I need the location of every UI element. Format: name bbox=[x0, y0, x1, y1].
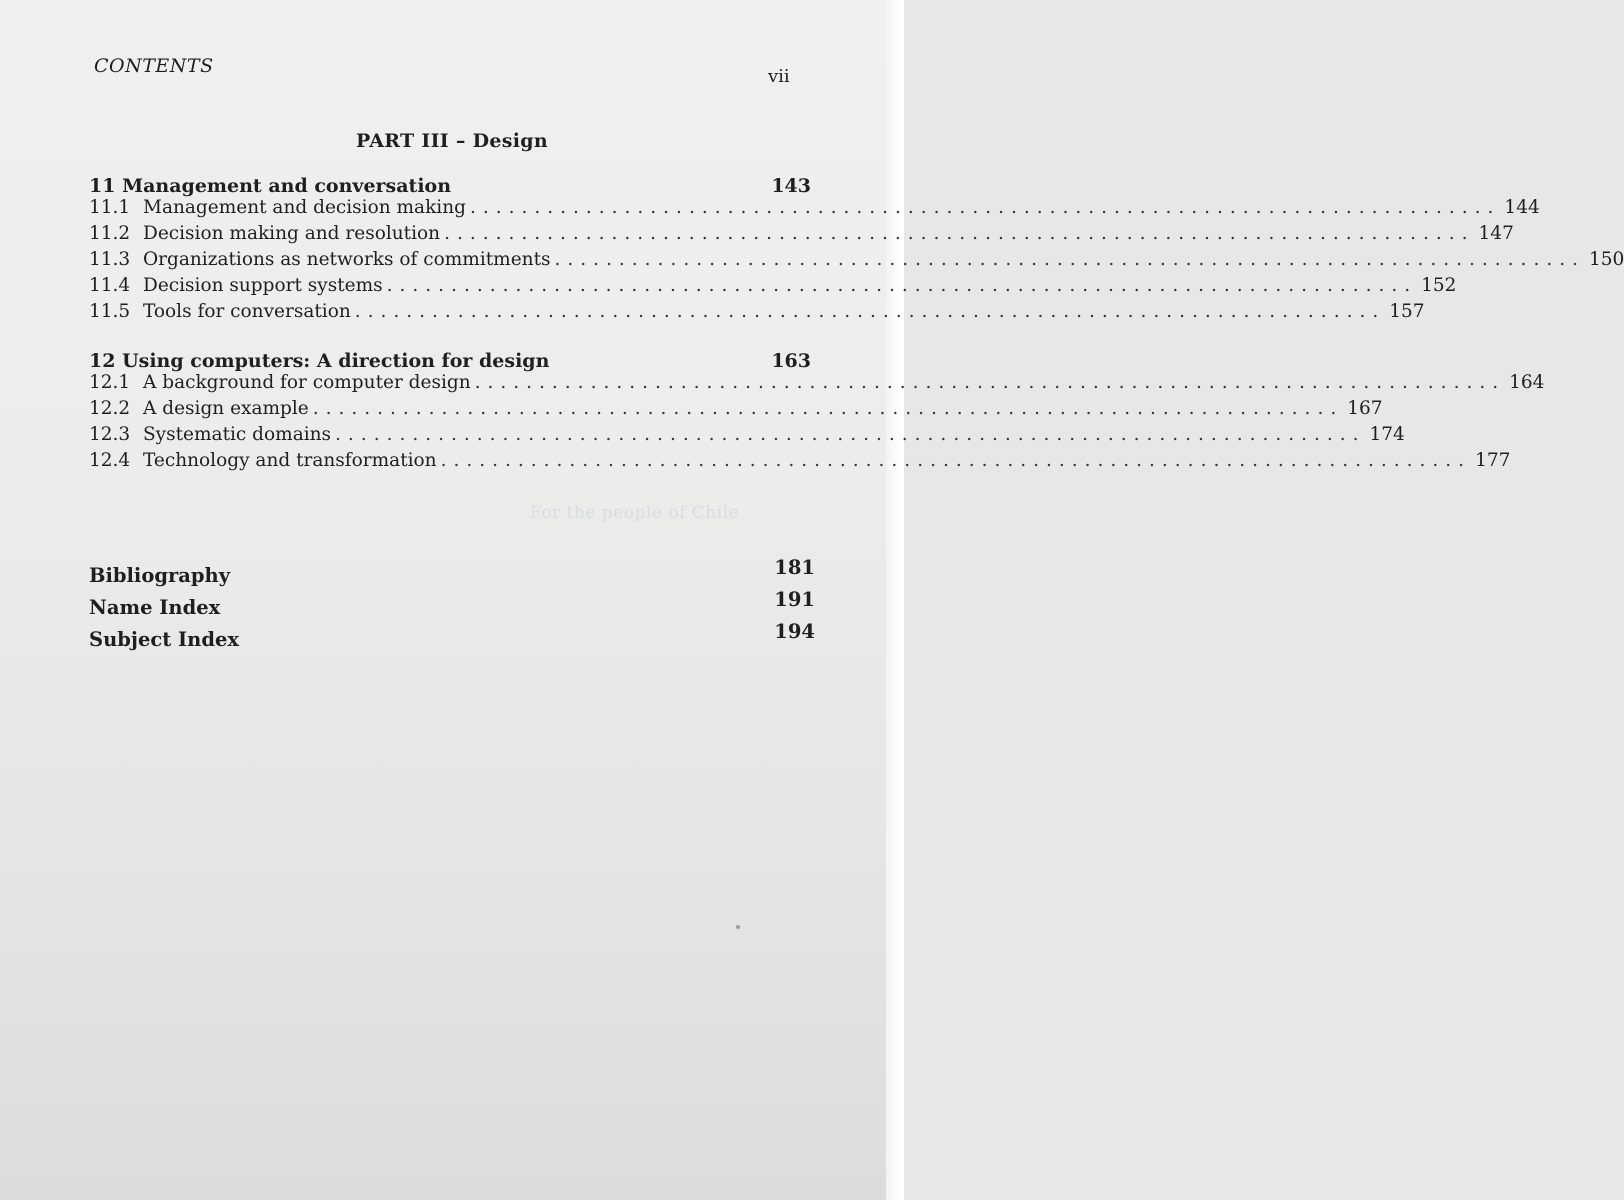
chapter-number: 12 bbox=[89, 350, 116, 372]
toc-entry bbox=[89, 301, 1425, 327]
section-number: 11.5 bbox=[89, 301, 131, 322]
chapter-heading bbox=[89, 170, 811, 197]
chapter-number: 11 bbox=[89, 175, 116, 197]
section-title: Technology and transformation bbox=[143, 450, 437, 471]
section-title: A design example bbox=[143, 398, 309, 419]
dot-leader: ................................................................................ bbox=[386, 275, 1418, 296]
dot-leader: ................................................................................ bbox=[335, 424, 1366, 445]
backmatter-page: 194 bbox=[774, 620, 815, 643]
section-page: 150 bbox=[1588, 249, 1624, 270]
chapter-title: Management and conversation bbox=[122, 175, 452, 197]
running-head: CONTENTS bbox=[94, 55, 214, 77]
chapter-page: 143 bbox=[771, 175, 811, 197]
toc-entry bbox=[89, 398, 1383, 424]
toc-entry bbox=[89, 372, 1545, 398]
section-title: Systematic domains bbox=[143, 424, 332, 445]
dot-leader: ................................................................................ bbox=[469, 197, 1501, 218]
part-title: PART III – Design bbox=[356, 130, 548, 152]
section-page: 164 bbox=[1509, 372, 1545, 393]
backmatter-list bbox=[89, 556, 815, 652]
dot-leader: ................................................................................ bbox=[474, 372, 1506, 393]
chapter-title: Using computers: A direction for design bbox=[122, 350, 550, 372]
section-number: 12.3 bbox=[89, 424, 131, 445]
chapter-page: 163 bbox=[771, 350, 811, 372]
section-page: 144 bbox=[1504, 197, 1540, 218]
section-number: 11.1 bbox=[89, 197, 131, 218]
toc-entry bbox=[89, 275, 1457, 301]
dot-leader: ................................................................................ bbox=[440, 450, 1472, 471]
section-page: 152 bbox=[1421, 275, 1457, 296]
dot-leader: ................................................................................ bbox=[554, 249, 1585, 270]
section-title: Decision making and resolution bbox=[143, 223, 441, 244]
section-number: 11.3 bbox=[89, 249, 131, 270]
page-number: vii bbox=[768, 66, 790, 87]
toc-entry bbox=[89, 223, 1514, 249]
toc-entry bbox=[89, 197, 1540, 223]
section-title: Decision support systems bbox=[143, 275, 383, 296]
backmatter-entry bbox=[89, 620, 815, 652]
section-page: 167 bbox=[1347, 398, 1383, 419]
backmatter-label: Bibliography bbox=[89, 564, 231, 587]
backmatter-label: Subject Index bbox=[89, 628, 239, 651]
backmatter-entry bbox=[89, 588, 815, 620]
section-title: Management and decision making bbox=[143, 197, 466, 218]
section-number: 11.4 bbox=[89, 275, 131, 296]
page-edge bbox=[886, 0, 904, 1200]
section-number: 12.1 bbox=[89, 372, 131, 393]
dot-leader: ................................................................................ bbox=[444, 223, 1475, 244]
section-page: 157 bbox=[1389, 301, 1425, 322]
section-page: 147 bbox=[1478, 223, 1514, 244]
backmatter-page: 191 bbox=[774, 588, 815, 611]
section-page: 174 bbox=[1369, 424, 1405, 445]
backmatter-entry bbox=[89, 556, 815, 588]
section-number: 12.2 bbox=[89, 398, 131, 419]
section-title: Tools for conversation bbox=[143, 301, 351, 322]
section-title: A background for computer design bbox=[143, 372, 471, 393]
section-number: 11.2 bbox=[89, 223, 131, 244]
chapter-11 bbox=[89, 170, 1624, 327]
section-page: 177 bbox=[1475, 450, 1511, 471]
chapter-heading bbox=[89, 345, 811, 372]
toc-entry bbox=[89, 249, 1624, 275]
smudge-mark bbox=[736, 925, 740, 929]
section-title: Organizations as networks of commitments bbox=[143, 249, 551, 270]
toc-entry bbox=[89, 424, 1405, 450]
toc-entry bbox=[89, 450, 1511, 476]
backmatter-page: 181 bbox=[774, 556, 815, 579]
dot-leader: ................................................................................ bbox=[354, 301, 1386, 322]
section-number: 12.4 bbox=[89, 450, 131, 471]
show-through-text: For the people of Chile bbox=[530, 503, 740, 523]
dot-leader: ................................................................................ bbox=[312, 398, 1344, 419]
chapter-12 bbox=[89, 345, 1545, 476]
backmatter-label: Name Index bbox=[89, 596, 221, 619]
